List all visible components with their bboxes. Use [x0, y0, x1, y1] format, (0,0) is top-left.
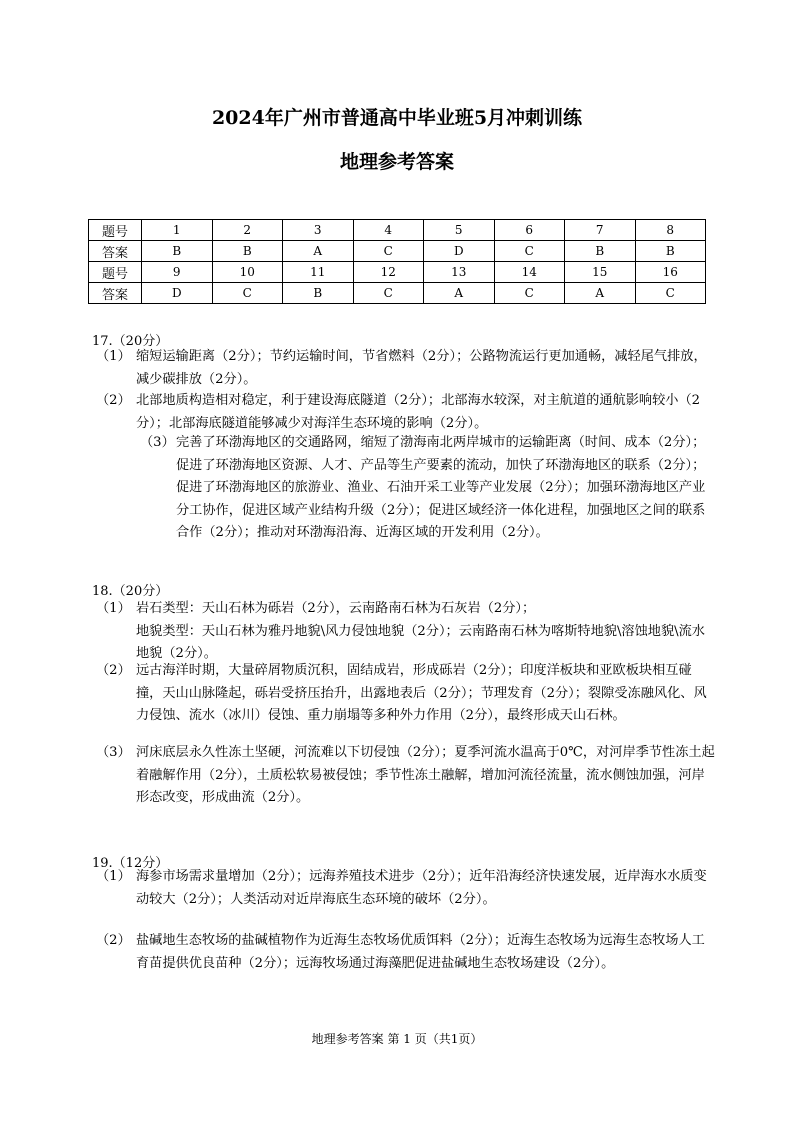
- table-cell: D: [142, 283, 213, 304]
- table-cell: B: [212, 241, 283, 262]
- table-cell: 1: [142, 220, 213, 241]
- q17-part-1: [96, 346, 716, 391]
- table-row: [89, 220, 706, 241]
- table-cell: 2: [212, 220, 283, 241]
- answer-table: [88, 219, 706, 304]
- row-header: 答案: [89, 241, 142, 262]
- part-number: （3）: [140, 435, 175, 450]
- part-number: （1）: [96, 349, 131, 364]
- q17-part-2: [96, 390, 716, 435]
- table-cell: 3: [283, 220, 354, 241]
- part-number: （1）: [96, 601, 131, 616]
- table-cell: C: [212, 283, 283, 304]
- table-cell: 14: [494, 262, 565, 283]
- q19-heading: 19.（12分）: [92, 856, 169, 871]
- q18-part-1: [96, 598, 716, 666]
- table-cell: 13: [424, 262, 495, 283]
- table-cell: C: [635, 283, 706, 304]
- q18-heading: 18.（20分）: [92, 584, 169, 599]
- table-cell: 11: [283, 262, 354, 283]
- table-cell: 9: [142, 262, 213, 283]
- table-cell: C: [494, 241, 565, 262]
- part-number: （3）: [96, 745, 131, 760]
- part-number: （2）: [96, 393, 131, 408]
- table-cell: 7: [565, 220, 636, 241]
- answer-text: 远古海洋时期，大量碎屑物质沉积，固结成岩，形成砾岩（2分）；印度洋板块和亚欧板块相互碰撞，天山山脉隆起，砾岩受挤压抬升，出露地表后（2分）；节理发育（2分）；裂隙受冻融风化、风力侵蚀、流水（冰川）侵蚀、重力崩塌等多种外力作用（2分），最终形成天山石林。: [136, 663, 707, 723]
- table-cell: 12: [353, 262, 424, 283]
- table-cell: B: [565, 241, 636, 262]
- table-cell: 16: [635, 262, 706, 283]
- answer-text: 盐碱地生态牧场的盐碱植物作为近海生态牧场优质饵料（2分）；近海生态牧场为远海生态牧场人工育苗提供优良苗种（2分）；远海牧场通过海藻肥促进盐碱地生态牧场建设（2分）。: [136, 933, 705, 971]
- q18-part-3: [96, 742, 716, 810]
- table-cell: B: [283, 283, 354, 304]
- table-cell: 15: [565, 262, 636, 283]
- table-cell: C: [353, 283, 424, 304]
- q17-heading: 17.（20分）: [92, 334, 169, 349]
- table-cell: B: [635, 241, 706, 262]
- table-cell: 5: [424, 220, 495, 241]
- q19-part-2: [96, 930, 716, 975]
- part-number: （2）: [96, 663, 131, 678]
- table-cell: A: [565, 283, 636, 304]
- q17-part-3: [140, 432, 716, 545]
- table-cell: 8: [635, 220, 706, 241]
- table-cell: 10: [212, 262, 283, 283]
- row-header: 答案: [89, 283, 142, 304]
- table-cell: A: [424, 283, 495, 304]
- table-cell: B: [142, 241, 213, 262]
- row-header: 题号: [89, 220, 142, 241]
- answer-text: 北部地质构造相对稳定，利于建设海底隧道（2分）；北部海水较深，对主航道的通航影响较小（2分）；北部海底隧道能够减少对海洋生态环境的影响（2分）。: [136, 393, 701, 431]
- table-row: [89, 283, 706, 304]
- answer-text: 岩石类型：天山石林为砾岩（2分），云南路南石林为石灰岩（2分）；: [136, 601, 536, 616]
- table-cell: C: [353, 241, 424, 262]
- table-cell: D: [424, 241, 495, 262]
- table-cell: C: [494, 283, 565, 304]
- row-header: 题号: [89, 262, 142, 283]
- answer-text: 地貌类型：天山石林为雅丹地貌\风力侵蚀地貌（2分）；云南路南石林为喀斯特地貌\溶蚀地貌\流水地貌（2分）。: [136, 623, 705, 661]
- q19-part-1: [96, 866, 716, 911]
- table-row: [89, 241, 706, 262]
- table-cell: 6: [494, 220, 565, 241]
- answer-text: 河床底层永久性冻土坚硬，河流难以下切侵蚀（2分）；夏季河流水温高于0℃，对河岸季节性冻土起着融解作用（2分），土质松软易被侵蚀；季节性冻土融解，增加河流径流量，流水侧蚀加强，河岸形态改变，形成曲流（2分）。: [136, 745, 715, 805]
- page-footer: 地理参考答案 第 1 页（共1页）: [311, 1032, 483, 1046]
- table-row: [89, 262, 706, 283]
- part-number: （2）: [96, 933, 131, 948]
- part-number: （1）: [96, 869, 131, 884]
- answer-text: 完善了环渤海地区的交通路网，缩短了渤海南北两岸城市的运输距离（时间、成本（2分）；促进了环渤海地区资源、人才、产品等生产要素的流动，加快了环渤海地区的联系（2分）；促进了环渤海地区的旅游业、渔业、石油开采工业等产业发展（2分）；加强环渤海地区产业分工协作，促进区域产业结构升级（2分）；促进区域经济一体化进程，加强地区之间的联系合作（2分）；推动对环渤海沿海、近海区域的开发利用（2分）。: [176, 435, 706, 540]
- answer-text: 缩短运输距离（2分）；节约运输时间，节省燃料（2分）；公路物流运行更加通畅，减轻尾气排放，减少碳排放（2分）。: [136, 349, 707, 387]
- page-title: 2024年广州市普通高中毕业班5月冲刺训练: [211, 107, 583, 129]
- q18-part-2: [96, 660, 716, 728]
- page-subtitle: 地理参考答案: [339, 151, 454, 173]
- answer-text: 海参市场需求量增加（2分）；远海养殖技术进步（2分）；近年沿海经济快速发展，近岸海水水质变动较大（2分）；人类活动对近岸海底生态环境的破坏（2分）。: [136, 869, 707, 907]
- table-cell: A: [283, 241, 354, 262]
- table-cell: 4: [353, 220, 424, 241]
